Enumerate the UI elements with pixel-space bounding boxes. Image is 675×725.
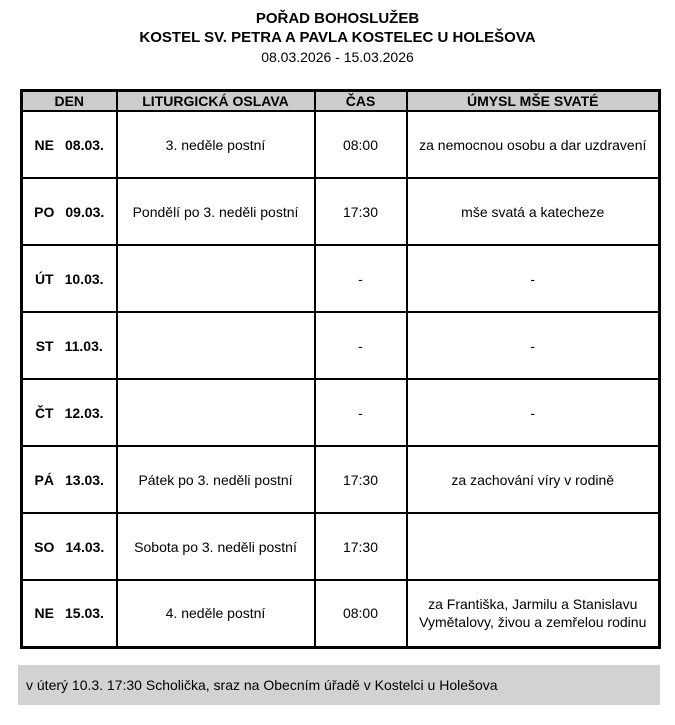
celebration-cell: 3. neděle postní bbox=[117, 111, 315, 178]
intention-cell bbox=[407, 513, 660, 580]
day-cell bbox=[22, 580, 117, 647]
day-abbrev: NE bbox=[34, 605, 54, 622]
day-date: 09.03. bbox=[65, 203, 105, 220]
table-row bbox=[22, 245, 660, 312]
celebration-cell: Pondělí po 3. neděli postní bbox=[117, 178, 315, 245]
time-cell: - bbox=[315, 312, 407, 379]
day-abbrev: PÁ bbox=[34, 471, 54, 488]
column-header-umysl-mse-svate: ÚMYSL MŠE SVATÉ bbox=[407, 91, 660, 112]
day-abbrev: SO bbox=[34, 538, 55, 555]
time-cell: 08:00 bbox=[315, 111, 407, 178]
intention-cell: za zachování víry v rodině bbox=[407, 446, 660, 513]
table-row bbox=[22, 312, 660, 379]
time-cell: 17:30 bbox=[315, 178, 407, 245]
schedule-table bbox=[20, 89, 661, 649]
header-row bbox=[22, 91, 660, 112]
day-date: 08.03. bbox=[65, 136, 104, 153]
day-cell bbox=[22, 513, 117, 580]
intention-cell: - bbox=[407, 379, 660, 446]
time-cell: 08:00 bbox=[315, 580, 407, 647]
intention-cell: za nemocnou osobu a dar uzdravení bbox=[407, 111, 660, 178]
day-cell bbox=[22, 379, 117, 446]
celebration-cell bbox=[117, 245, 315, 312]
column-header-cas: ČAS bbox=[315, 91, 407, 112]
day-abbrev: PO bbox=[34, 203, 55, 220]
day-abbrev: ST bbox=[35, 337, 54, 354]
intention-cell: - bbox=[407, 245, 660, 312]
announcement-note bbox=[18, 665, 660, 705]
document-header bbox=[0, 0, 675, 67]
day-date: 15.03. bbox=[65, 605, 104, 622]
celebration-cell: Pátek po 3. neděli postní bbox=[117, 446, 315, 513]
table-row bbox=[22, 580, 660, 647]
day-date: 11.03. bbox=[64, 337, 103, 354]
day-date: 13.03. bbox=[65, 471, 104, 488]
intention-cell: - bbox=[407, 312, 660, 379]
time-cell: - bbox=[315, 245, 407, 312]
day-abbrev: ČT bbox=[34, 404, 54, 421]
column-header-liturgicka-oslava: LITURGICKÁ OSLAVA bbox=[117, 91, 315, 112]
table-row bbox=[22, 111, 660, 178]
table-row bbox=[22, 379, 660, 446]
day-cell bbox=[22, 312, 117, 379]
page-title: POŘAD BOHOSLUŽEB bbox=[255, 10, 420, 27]
celebration-cell: Sobota po 3. neděli postní bbox=[117, 513, 315, 580]
table-row bbox=[22, 178, 660, 245]
celebration-cell bbox=[117, 379, 315, 446]
time-cell: - bbox=[315, 379, 407, 446]
date-range: 08.03.2026 - 15.03.2026 bbox=[261, 49, 414, 65]
day-cell bbox=[22, 446, 117, 513]
column-header-den: DEN bbox=[22, 91, 117, 112]
intention-cell: za Františka, Jarmilu a Stanislavu Vymětalovy, živou a zemřelou rodinu bbox=[407, 580, 660, 647]
time-cell: 17:30 bbox=[315, 513, 407, 580]
day-date: 12.03. bbox=[64, 404, 104, 421]
day-abbrev: NE bbox=[34, 136, 54, 153]
page-subtitle: KOSTEL SV. PETRA A PAVLA KOSTELEC U HOLEŠOVA bbox=[139, 29, 536, 46]
time-cell: 17:30 bbox=[315, 446, 407, 513]
celebration-cell bbox=[117, 312, 315, 379]
day-cell bbox=[22, 178, 117, 245]
table-row bbox=[22, 513, 660, 580]
announcement-note-text: v úterý 10.3. 17:30 Scholička, sraz na Obecním úřadě v Kostelci u Holešova bbox=[26, 676, 498, 693]
day-date: 14.03. bbox=[65, 538, 105, 555]
day-date: 10.03. bbox=[64, 270, 104, 287]
day-abbrev: ÚT bbox=[34, 270, 54, 287]
day-cell bbox=[22, 111, 117, 178]
day-cell bbox=[22, 245, 117, 312]
table-row bbox=[22, 446, 660, 513]
celebration-cell: 4. neděle postní bbox=[117, 580, 315, 647]
intention-cell: mše svatá a katecheze bbox=[407, 178, 660, 245]
